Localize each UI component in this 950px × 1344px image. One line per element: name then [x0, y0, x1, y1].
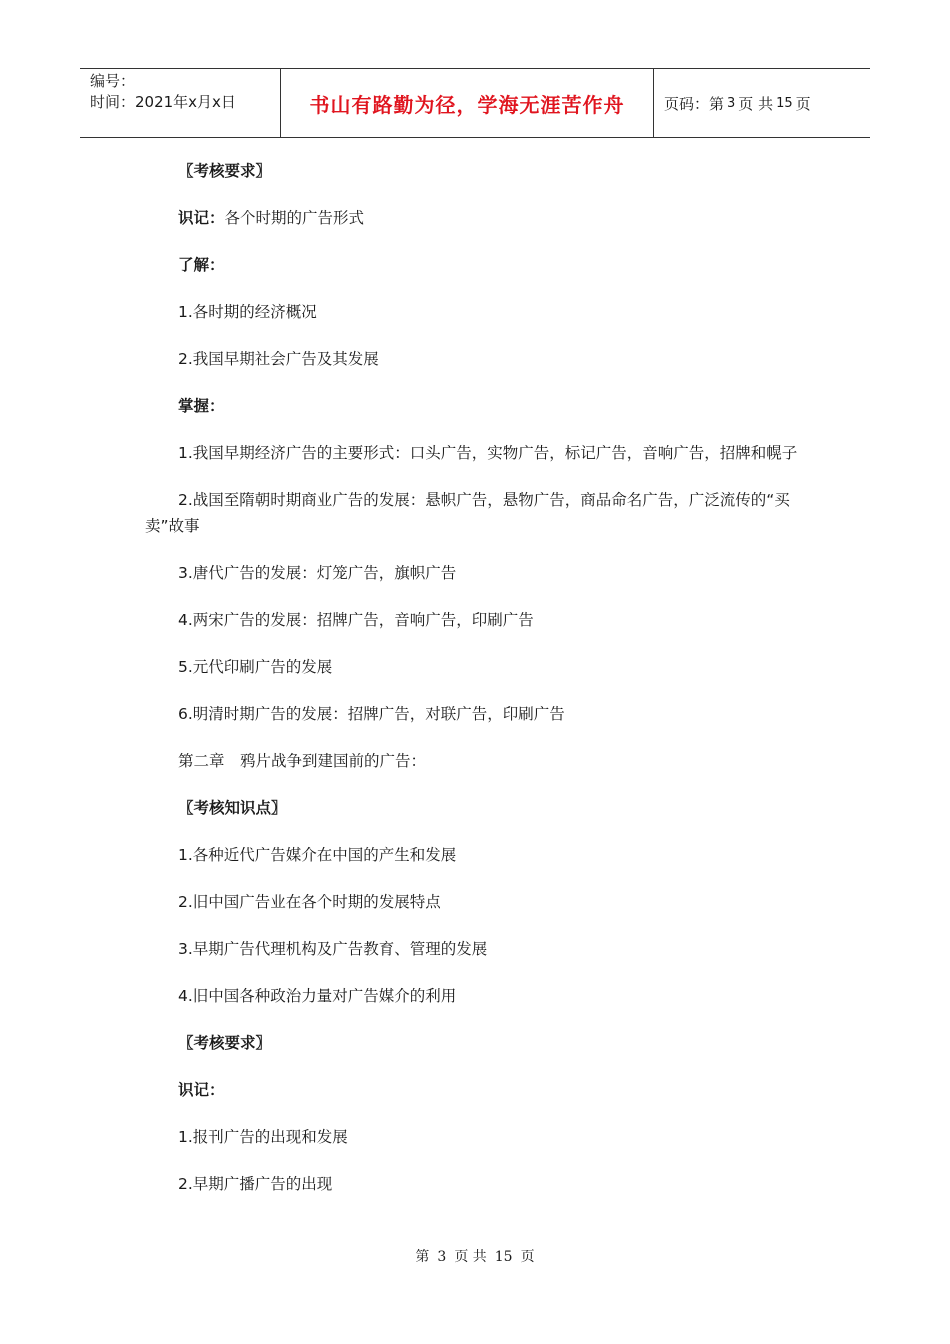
header-meta — [80, 69, 281, 137]
page-prefix: 页码：第 — [664, 94, 725, 113]
paragraph-text: 各个时期的广告形式 — [224, 209, 365, 227]
paragraph: 3.唐代广告的发展：灯笼广告，旗帜广告 — [178, 564, 457, 582]
footer-mid: 页 共 — [454, 1249, 487, 1265]
page-total: 15 — [776, 95, 793, 111]
paragraph: 1.我国早期经济广告的主要形式：口头广告，实物广告，标记广告，音响广告，招牌和幌子 — [178, 444, 798, 462]
page-header — [80, 68, 870, 138]
paragraph: 2.我国早期社会广告及其发展 — [178, 350, 379, 368]
header-page-info — [654, 69, 870, 137]
footer-prefix: 第 — [415, 1249, 430, 1265]
page-current: 3 — [727, 95, 736, 111]
page-suffix: 页 — [795, 94, 811, 113]
paragraph: 2.旧中国广告业在各个时期的发展特点 — [178, 893, 441, 911]
footer-suffix: 页 — [520, 1249, 535, 1265]
paragraph: 4.旧中国各种政治力量对广告媒介的利用 — [178, 987, 457, 1005]
time-label: 时间：2021年x月x日 — [90, 93, 236, 111]
paragraph: 1.各种近代广告媒介在中国的产生和发展 — [178, 846, 457, 864]
paragraph: 1.报刊广告的出现和发展 — [178, 1128, 348, 1146]
footer-current: 3 — [437, 1249, 447, 1265]
paragraph: 2.战国至隋朝时期商业广告的发展：悬帜广告，悬物广告，商品命名广告，广泛流传的“买卖”故事 — [145, 491, 790, 535]
paragraph: 4.两宋广告的发展：招牌广告，音响广告，印刷广告 — [178, 611, 534, 629]
paragraph — [145, 205, 805, 231]
paragraph: 〖考核要求〗 — [178, 162, 272, 180]
paragraph: 〖考核要求〗 — [178, 1034, 272, 1052]
paragraph: 3.早期广告代理机构及广告教育、管理的发展 — [178, 940, 488, 958]
paragraph: 2.早期广播广告的出现 — [178, 1175, 333, 1193]
paragraph: 5.元代印刷广告的发展 — [178, 658, 333, 676]
paragraph: 6.明清时期广告的发展：招牌广告，对联广告，印刷广告 — [178, 705, 565, 723]
paragraph: 识记： — [178, 1081, 225, 1099]
page-mid: 页 共 — [738, 94, 774, 113]
paragraph: 掌握： — [178, 397, 225, 415]
header-motto: 书山有路勤为径，学海无涯苦作舟 — [281, 69, 654, 137]
footer-total: 15 — [494, 1249, 513, 1265]
paragraph: 了解： — [178, 256, 225, 274]
number-label: 编号： — [90, 72, 136, 90]
paragraph-bold-prefix: 识记： — [178, 209, 225, 227]
paragraph: 第二章 鸦片战争到建国前的广告： — [178, 752, 427, 770]
paragraph: 1.各时期的经济概况 — [178, 303, 317, 321]
document-body — [145, 158, 805, 1218]
paragraph: 〖考核知识点〗 — [178, 799, 287, 817]
page-footer — [0, 1246, 950, 1266]
